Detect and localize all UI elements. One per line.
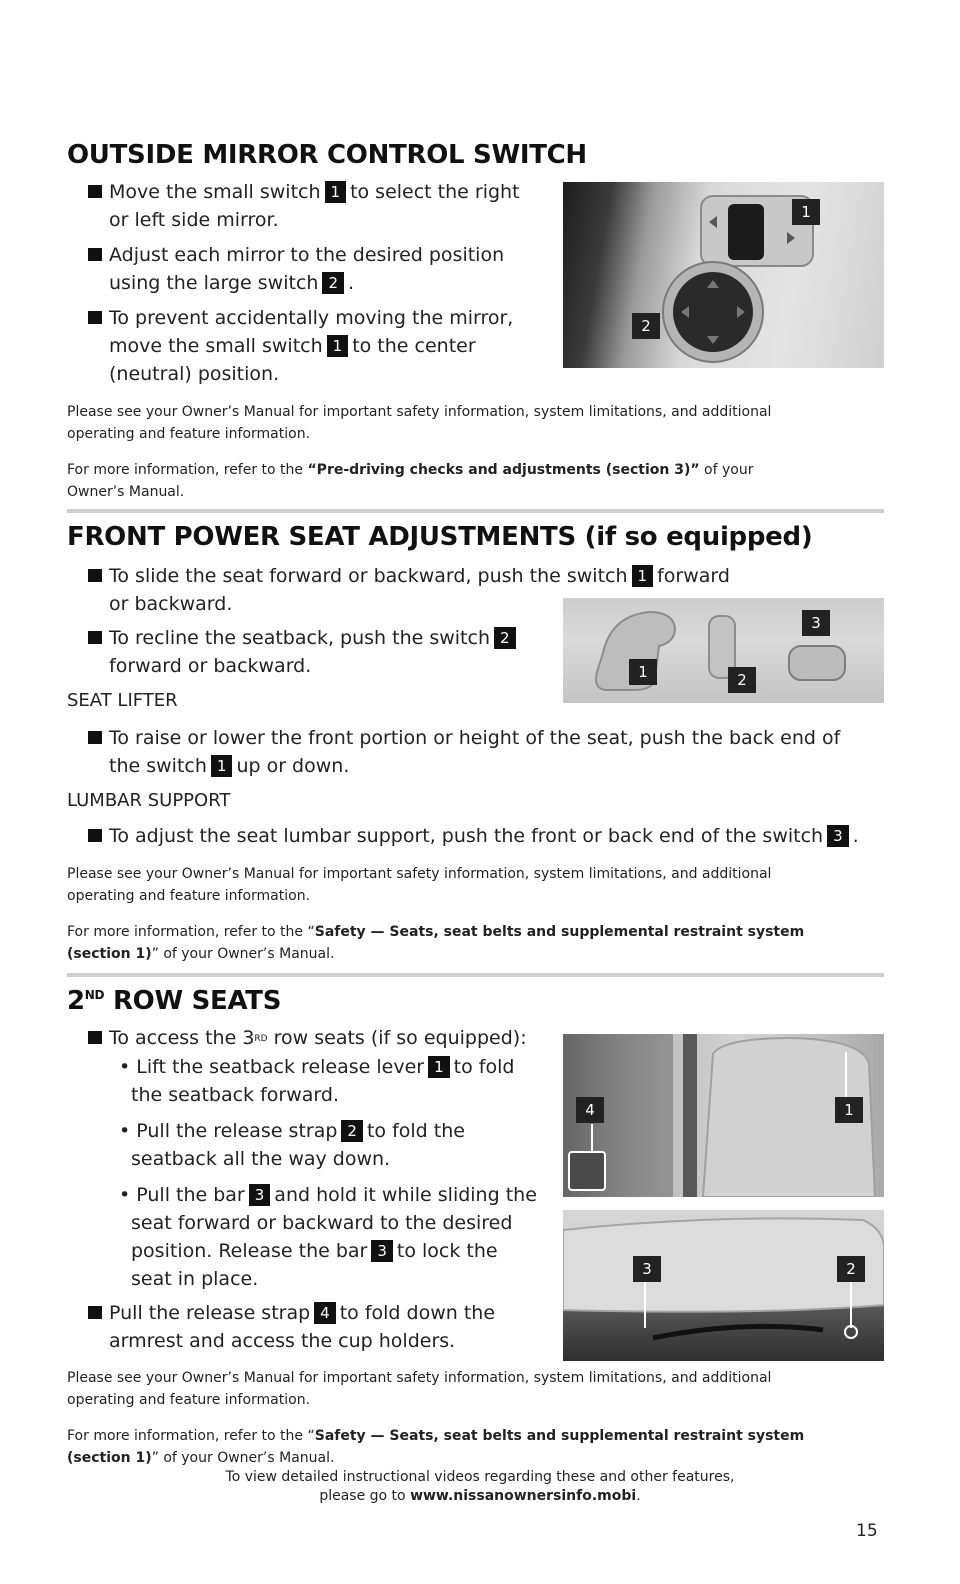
page-number: 15 [856,1521,878,1541]
seat-safety-note: Please see your Owner’s Manual for important safety information, system limitations, and additional operating and feature information. [67,866,772,904]
owners-info-link[interactable]: www.nissanownersinfo.mobi [410,1488,637,1504]
callout-badge: 3 [827,825,849,847]
callout-badge: 2 [494,627,516,649]
section-heading-seat: FRONT POWER SEAT ADJUSTMENTS (if so equipped) [67,522,813,552]
photo-callout-1: 1 [629,659,657,685]
seat-slide-bar-photo [563,1210,884,1361]
photo-callout-3: 3 [802,610,830,636]
callout-badge: 2 [322,272,344,294]
row2-safety-note: Please see your Owner’s Manual for important safety information, system limitations, and additional operating and feature information. [67,1370,772,1408]
photo-callout-4: 4 [576,1097,604,1123]
callout-badge: 1 [325,181,347,203]
seat-switch-photo [563,598,884,703]
photo-callout-1: 1 [792,199,820,225]
mirror-switch-illustration [563,182,884,368]
seat-bullet-2: To recline the seatback, push the switch 2 forward or backward. [88,624,548,680]
row2-bullet-1: To access the 3RD row seats (if so equipped): [88,1024,548,1052]
seat-switch-illustration [563,598,884,703]
seat-reference: For more information, refer to the “Safety — Seats, seat belts and supplemental restraint system (section 1)” of your Owner’s Manual. [67,924,805,962]
photo-callout-1: 1 [835,1097,863,1123]
callout-badge: 1 [428,1056,450,1078]
footer-video-note: To view detailed instructional videos regarding these and other features, please go to www.nissanownersinfo.mobi. [225,1469,735,1504]
photo-callout-2: 2 [728,667,756,693]
seatback-release-photo [563,1034,884,1197]
callout-badge: 3 [371,1240,393,1262]
photo-callout-2: 2 [837,1256,865,1282]
callout-badge: 1 [211,755,233,777]
row2-reference: For more information, refer to the “Safety — Seats, seat belts and supplemental restraint system (section 1)” of your Owner’s Manual. [67,1428,805,1466]
section-divider [67,509,884,513]
row2-step-3: • Pull the bar 3 and hold it while sliding the seat forward or backward to the desired position. Release the bar 3 to lock the seat in place. [119,1184,537,1290]
seat-lifter-label: SEAT LIFTER [67,690,178,711]
seat-bullet-4: To adjust the seat lumbar support, push the front or back end of the switch 3 . [88,822,888,850]
seat-bullet-3: To raise or lower the front portion or height of the seat, push the back end of the switch 1 up or down. [88,724,878,780]
mirror-bullet-3: To prevent accidentally moving the mirror, move the small switch 1 to the center (neutral) position. [88,304,548,388]
row2-step-2: • Pull the release strap 2 to fold the seatback all the way down. [119,1120,465,1170]
mirror-reference: For more information, refer to the “Pre-driving checks and adjustments (section 3)” of your Owner’s Manual. [67,462,754,500]
section-heading-row2: 2ND ROW SEATS [67,986,282,1016]
row2-step-1: • Lift the seatback release lever 1 to fold the seatback forward. [119,1056,515,1106]
mirror-switch-photo [563,182,884,368]
mirror-bullet-1: Move the small switch 1 to select the right or left side mirror. [88,178,548,234]
photo-callout-2: 2 [632,313,660,339]
photo-callout-3: 3 [633,1256,661,1282]
callout-badge: 4 [314,1302,336,1324]
mirror-safety-note: Please see your Owner’s Manual for important safety information, system limitations, and additional operating and feature information. [67,404,772,442]
callout-badge: 1 [327,335,349,357]
seat-cushion-illustration [563,1210,884,1361]
row2-bullet-2: Pull the release strap 4 to fold down the armrest and access the cup holders. [88,1299,548,1355]
section-divider [67,973,884,977]
lumbar-support-label: LUMBAR SUPPORT [67,790,231,811]
seat-bullet-1: To slide the seat forward or backward, push the switch 1 forward or backward. [88,562,868,618]
mirror-bullet-2: Adjust each mirror to the desired position using the large switch 2 . [88,241,548,297]
callout-badge: 3 [249,1184,271,1206]
section-heading-mirror: OUTSIDE MIRROR CONTROL SWITCH [67,140,587,170]
callout-badge: 1 [632,565,654,587]
callout-badge: 2 [341,1120,363,1142]
